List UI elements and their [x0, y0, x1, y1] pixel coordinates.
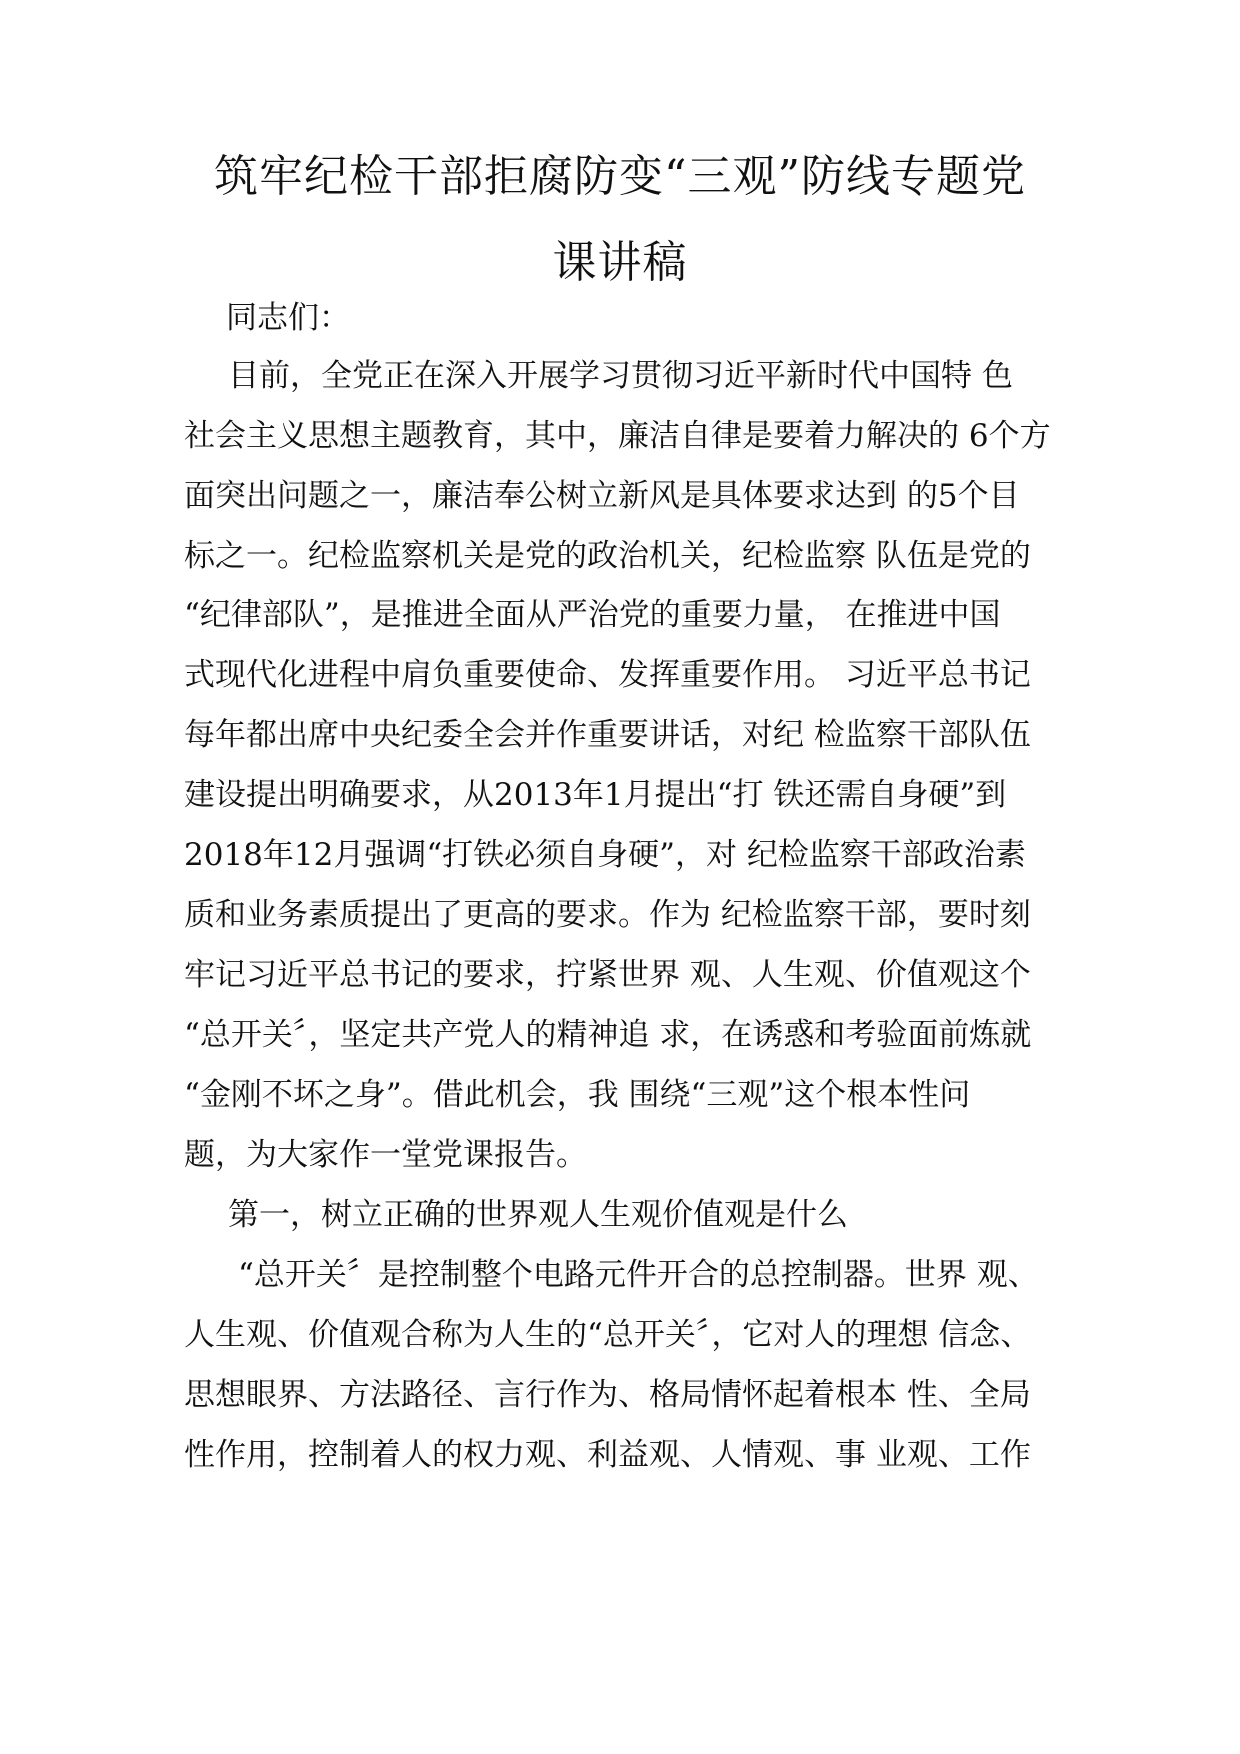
paragraph-line: “总开关〞是控制整个电路元件开合的总控制器。世界 观、: [238, 1257, 1039, 1293]
section-heading: 第一，树立正确的世界观人生观价值观是什么: [228, 1197, 848, 1233]
document-title-line-1: 筑牢纪检干部拒腐防变“三观”防线专题党: [214, 151, 1026, 202]
paragraph-line: 每年都出席中央纪委全会并作重要讲话，对纪 检监察干部队伍: [184, 717, 1031, 753]
paragraph-line: 建设提出明确要求，从2013年1月提出“打 铁还需自身硬”到: [184, 777, 1007, 813]
paragraph-line: 标之一。纪检监察机关是党的政治机关，纪检监察 队伍是党的: [184, 538, 1031, 574]
salutation: 同志们：: [226, 300, 350, 336]
paragraph-line: 质和业务素质提出了更高的要求。作为 纪检监察干部，要时刻: [184, 897, 1031, 933]
paragraph-line: “金刚不坏之身”。借此机会，我 围绕“三观”这个根本性问: [184, 1077, 971, 1113]
paragraph-line: 题，为大家作一堂党课报告。: [184, 1137, 587, 1173]
document-title-line-2: 课讲稿: [552, 237, 688, 288]
paragraph-line: 式现代化进程中肩负重要使命、发挥重要作用。 习近平总书记: [184, 657, 1031, 693]
paragraph-line: 目前，全党正在深入开展学习贯彻习近平新时代中国特 色: [228, 358, 1013, 394]
paragraph-line: “纪律部队”，是推进全面从严治党的重要力量， 在推进中国: [184, 597, 1001, 633]
paragraph-line: 思想眼界、方法路径、言行作为、格局情怀起着根本 性、全局: [184, 1377, 1031, 1413]
paragraph-line: “总开关〞，坚定共产党人的精神追 求，在诱惑和考验面前炼就: [184, 1017, 1032, 1053]
paragraph-line: 面突出问题之一，廉洁奉公树立新风是具体要求达到 的5个目: [184, 478, 1020, 514]
paragraph-line: 2018年12月强调“打铁必须自身硬”，对 纪检监察干部政治素: [184, 837, 1026, 873]
paragraph-line: 社会主义思想主题教育，其中，廉洁自律是要着力解决的 6个方: [184, 418, 1051, 454]
paragraph-line: 牢记习近平总书记的要求，拧紧世界 观、人生观、价值观这个: [184, 957, 1031, 993]
paragraph-line: 人生观、价值观合称为人生的“总开关〞，它对人的理想 信念、: [184, 1317, 1032, 1353]
paragraph-line: 性作用，控制着人的权力观、利益观、人情观、事 业观、工作: [184, 1437, 1031, 1473]
